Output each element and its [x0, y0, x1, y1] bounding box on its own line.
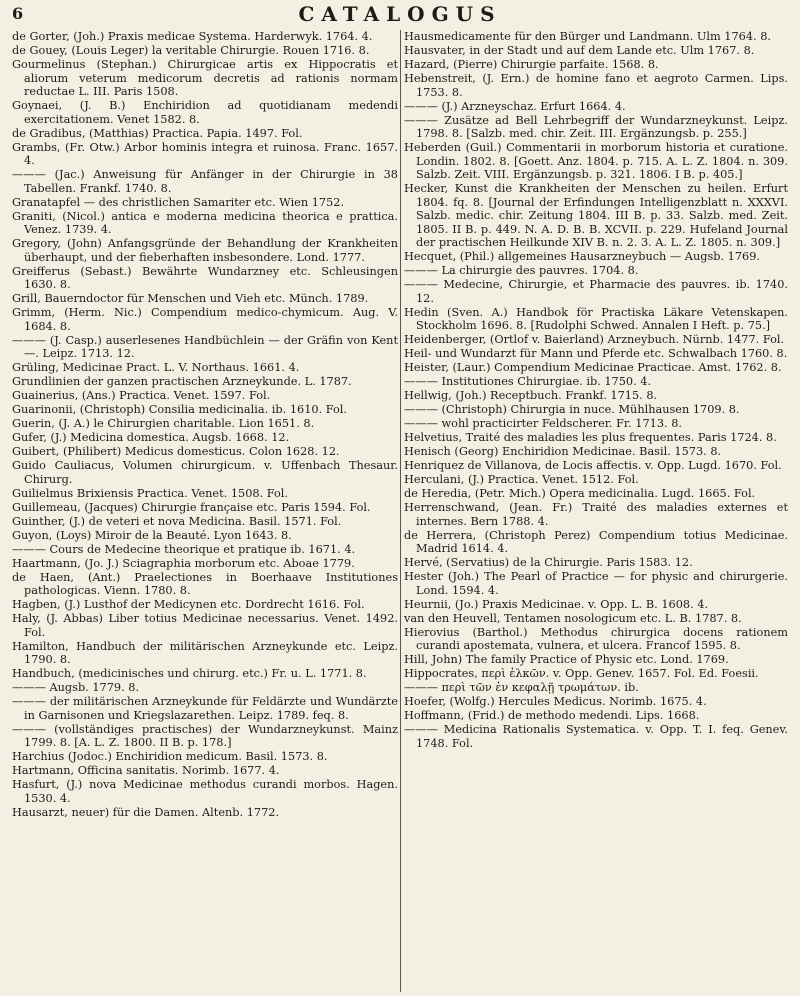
catalog-entry: Hausvater, in der Stadt und auf dem Lande etc. Ulm 1767. 8. — [404, 44, 755, 57]
catalog-entry: Hester (Joh.) The Pearl of Practice — for physic and chirurgerie. Lond. 1594. 4. — [404, 570, 788, 597]
catalog-entry: Gourmelinus (Stephan.) Chirurgicae artis ex Hippocratis et aliorum veterum medicorum decretis ad rationis normam reductae L. III. Paris 1508. — [12, 58, 398, 98]
catalog-entry: Hoefer, (Wolfg.) Hercules Medicus. Norimb. 1675. 4. — [404, 695, 707, 708]
catalog-entry: de Herrera, (Christoph Perez) Compendium totius Medicinae. Madrid 1614. 4. — [404, 528, 788, 555]
right-column — [404, 30, 788, 992]
catalog-entry: Grimm, (Herm. Nic.) Compendium medico-chymicum. Aug. V. 1684. 8. — [12, 306, 398, 333]
catalog-entry: ——— Augsb. 1779. 8. — [12, 681, 140, 694]
catalog-entry: Hausmedicamente für den Bürger und Landmann. Ulm 1764. 8. — [404, 30, 772, 43]
catalog-entry: Hausarzt, neuer) für die Damen. Altenb. 1772. — [12, 805, 280, 819]
catalog-entry: ——— Zusätze ad Bell Lehrbegriff der Wundarzneykunst. Leipz. 1798. 8. [Salzb. med. chir. Zeit. III. Ergänzungsb. p. 255.] — [404, 113, 788, 140]
catalog-entry: Hedin (Sven. A.) Handbok för Practiska Läkare Vetenskapen. Stockholm 1696. 8. [Rudolphi Schwed. Annalen I Heft. p. 75.] — [404, 305, 788, 332]
catalog-entry: Guilielmus Brixiensis Practica. Venet. 1508. Fol. — [12, 486, 288, 500]
catalog-entry: ——— (J.) Arzneyschaz. Erfurt 1664. 4. — [404, 99, 626, 113]
catalog-entry: ——— περὶ τῶν ἐν κεφαλῇ τρωμάτων. ib. — [404, 681, 639, 694]
catalog-entry: Guyon, (Loys) Miroir de la Beauté. Lyon 1643. 8. — [12, 528, 292, 542]
catalog-entry: Hecquet, (Phil.) allgemeines Hausarzneybuch — Augsb. 1769. — [404, 250, 761, 263]
catalog-entry: Hagben, (J.) Lusthof der Medicynen etc. Dordrecht 1616. Fol. — [12, 598, 365, 611]
catalog-entry: de Haen, (Ant.) Praelectiones in Boerhaave Institutiones pathologicas. Vienn. 1780. 8. — [12, 570, 398, 597]
catalog-entry: ——— der militärischen Arzneykunde für Feldärzte und Wundärzte in Garnisonen und Kriegslazarethen. Leipz. 1789. feq. 8. — [12, 695, 398, 722]
catalog-entry: Herculani, (J.) Practica. Venet. 1512. Fol. — [404, 473, 639, 486]
catalog-entry: Guarinonii, (Christoph) Consilia medicinalia. ib. 1610. Fol. — [12, 403, 347, 416]
catalog-entry: ——— Institutiones Chirurgiae. ib. 1750. 4. — [404, 375, 652, 388]
catalog-entry: Hasfurt, (J.) nova Medicinae methodus curandi morbos. Hagen. 1530. 4. — [12, 778, 398, 805]
catalog-entry: ——— Medicina Rationalis Systematica. v. Opp. T. I. feq. Genev. 1748. Fol. — [404, 723, 788, 750]
catalog-entry: ——— La chirurgie des pauvres. 1704. 8. — [404, 264, 639, 277]
catalog-entry: Heil- und Wundarzt für Mann und Pferde etc. Schwalbach 1760. 8. — [404, 347, 788, 360]
catalog-entry: de Gradibus, (Matthias) Practica. Papia. 1497. Fol. — [12, 126, 303, 140]
catalog-entry: van den Heuvell, Tentamen nosologicum etc. L. B. 1787. 8. — [404, 611, 742, 625]
catalog-entry: Heidenberger, (Ortlof v. Baierland) Arzneybuch. Nürnb. 1477. Fol. — [404, 333, 785, 346]
catalog-entry: Grüling, Medicinae Pract. L. V. Northaus. 1661. 4. — [12, 361, 300, 374]
catalog-entry: Heister, (Laur.) Compendium Medicinae Practicae. Amst. 1762. 8. — [404, 361, 782, 374]
catalog-entry: Handbuch, (medicinisches und chirurg. etc.) Fr. u. L. 1771. 8. — [12, 667, 367, 680]
catalog-entry: Heurnii, (Jo.) Praxis Medicinae. v. Opp. L. B. 1608. 4. — [404, 597, 709, 611]
catalog-entry: Gregory, (John) Anfangsgründe der Behandlung der Krankheiten überhaupt, und der fieberhaften insbesondere. Lond. 1777. — [12, 237, 398, 264]
catalog-entry: ——— (Jac.) Anweisung für Anfänger in der Chirurgie in 38 Tabellen. Frankf. 1740. 8. — [12, 168, 398, 195]
catalog-entry: Hoffmann, (Frid.) de methodo medendi. Lips. 1668. — [404, 709, 700, 722]
catalog-entry: Goynaei, (J. B.) Enchiridion ad quotidianam medendi exercitationem. Venet 1582. 8. — [12, 99, 398, 126]
catalog-entry: Hill, John) The family Practice of Physic etc. Lond. 1769. — [404, 653, 729, 666]
column-divider — [400, 30, 401, 992]
page-number: 6 — [12, 4, 24, 23]
catalog-entry: Henisch (Georg) Enchiridion Medicinae. Basil. 1573. 8. — [404, 445, 722, 458]
catalog-entry: Guillemeau, (Jacques) Chirurgie française etc. Paris 1594. Fol. — [12, 500, 371, 514]
catalog-entry: de Heredia, (Petr. Mich.) Opera medicinalia. Lugd. 1665. Fol. — [404, 487, 756, 500]
catalog-entry: ——— (Christoph) Chirurgia in nuce. Mühlhausen 1709. 8. — [404, 403, 740, 416]
catalog-entry: Grundlinien der ganzen practischen Arzneykunde. L. 1787. — [12, 375, 352, 388]
catalog-entry: Guerin, (J. A.) le Chirurgien charitable. Lion 1651. 8. — [12, 417, 315, 430]
catalog-entry: Heberden (Guil.) Commentarii in morborum historia et curatione. Londin. 1802. 8. [Goett. Anz. 1804. p. 715. A. L. Z. 1804. n. 309. Salzb. Zeit. VIII. Ergänzungsb. p. 321. 1806. I B. p. 405.] — [404, 141, 788, 181]
catalog-entry: Hippocrates, περὶ ἑλκῶν. v. Opp. Genev. 1657. Fol. Ed. Foesii. — [404, 667, 759, 680]
catalog-entry: Grill, Bauerndoctor für Menschen und Vieh etc. Münch. 1789. — [12, 292, 369, 305]
catalog-entry: Hebenstreit, (J. Ern.) de homine fano et aegroto Carmen. Lips. 1753. 8. — [404, 72, 788, 99]
catalog-entry: Graniti, (Nicol.) antica e moderna medicina theorica e prattica. Venez. 1739. 4. — [12, 209, 398, 236]
catalog-entry: Gufer, (J.) Medicina domestica. Augsb. 1668. 12. — [12, 431, 290, 444]
catalog-entry: Herrenschwand, (Jean. Fr.) Traité des maladies externes et internes. Bern 1788. 4. — [404, 501, 788, 528]
catalog-entry: Hierovius (Barthol.) Methodus chirurgica docens rationem curandi apostemata, vulnera, et ulcera. Francof 1595. 8. — [404, 625, 788, 652]
left-column — [12, 30, 398, 992]
catalog-entry: Henriquez de Villanova, de Locis affectis. v. Opp. Lugd. 1670. Fol. — [404, 459, 782, 472]
catalog-entry: Greifferus (Sebast.) Bewährte Wundarzney etc. Schleusingen 1630. 8. — [12, 264, 398, 291]
catalog-entry: ——— wohl practicirter Feldscherer. Fr. 1713. 8. — [404, 417, 682, 430]
catalog-entry: de Gorter, (Joh.) Praxis medicae Systema. Harderwyk. 1764. 4. — [12, 30, 373, 43]
catalog-entry: de Gouey, (Louis Leger) la veritable Chirurgie. Rouen 1716. 8. — [12, 44, 370, 57]
catalog-entry: Hervé, (Servatius) de la Chirurgie. Paris 1583. 12. — [404, 556, 693, 569]
catalog-entry: ——— Medecine, Chirurgie, et Pharmacie des pauvres. ib. 1740. 12. — [404, 278, 788, 305]
catalog-entry: ——— Cours de Medecine theorique et pratique ib. 1671. 4. — [12, 542, 356, 556]
running-title: CATALOGUS — [298, 2, 502, 26]
catalog-entry: Haly, (J. Abbas) Liber totius Medicinae necessarius. Venet. 1492. Fol. — [12, 612, 398, 639]
catalog-entry: Hamilton, Handbuch der militärischen Arzneykunde etc. Leipz. 1790. 8. — [12, 639, 398, 666]
catalog-entry: Granatapfel — des christlichen Samariter etc. Wien 1752. — [12, 195, 345, 209]
catalog-entry: Helvetius, Traité des maladies les plus frequentes. Paris 1724. 8. — [404, 431, 777, 444]
catalog-entry: Hellwig, (Joh.) Receptbuch. Frankf. 1715. 8. — [404, 389, 658, 402]
catalog-entry: Guido Cauliacus, Volumen chirurgicum. v. Uffenbach Thesaur. Chirurg. — [12, 459, 398, 486]
catalog-entry: Guainerius, (Ans.) Practica. Venet. 1597. Fol. — [12, 389, 271, 402]
catalog-entry: Hazard, (Pierre) Chirurgie parfaite. 1568. 8. — [404, 58, 659, 71]
catalog-entry: Grambs, (Fr. Otw.) Arbor hominis integra et ruinosa. Franc. 1657. 4. — [12, 140, 398, 167]
catalog-entry: Haartmann, (Jo. J.) Sciagraphia morborum etc. Aboae 1779. — [12, 556, 355, 570]
catalog-entry: Guinther, (J.) de veteri et nova Medicina. Basil. 1571. Fol. — [12, 514, 342, 528]
catalog-entry: ——— (vollständiges practisches) der Wundarzneykunst. Mainz 1799. 8. [A. L. Z. 1800. II B. p. 178.] — [12, 722, 398, 749]
catalog-entry: Harchius (Jodoc.) Enchiridion medicum. Basil. 1573. 8. — [12, 750, 328, 763]
catalog-entry: Guibert, (Philibert) Medicus domesticus. Colon 1628. 12. — [12, 445, 340, 458]
catalog-entry: ——— (J. Casp.) auserlesenes Handbüchlein — der Gräfin von Kent —. Leipz. 1713. 12. — [12, 333, 398, 360]
catalog-entry: Hecker, Kunst die Krankheiten der Menschen zu heilen. Erfurt 1804. fq. 8. [Journal der Erfindungen Intelligenzblatt n. XXXVI. Salzb. medic. chir. Zeitung 1804. III B. p. 33. Salzb. med. Zeit. 1805. II B. p. 449. N. A. D. B. B. XCVII. p. 229. Hufeland Journal der practischen Heilkunde XIV B. n. 2. 3. A. L. Z. 1805. n. 309.] — [404, 182, 788, 249]
catalog-entry: Hartmann, Officina sanitatis. Norimb. 1677. 4. — [12, 764, 280, 777]
